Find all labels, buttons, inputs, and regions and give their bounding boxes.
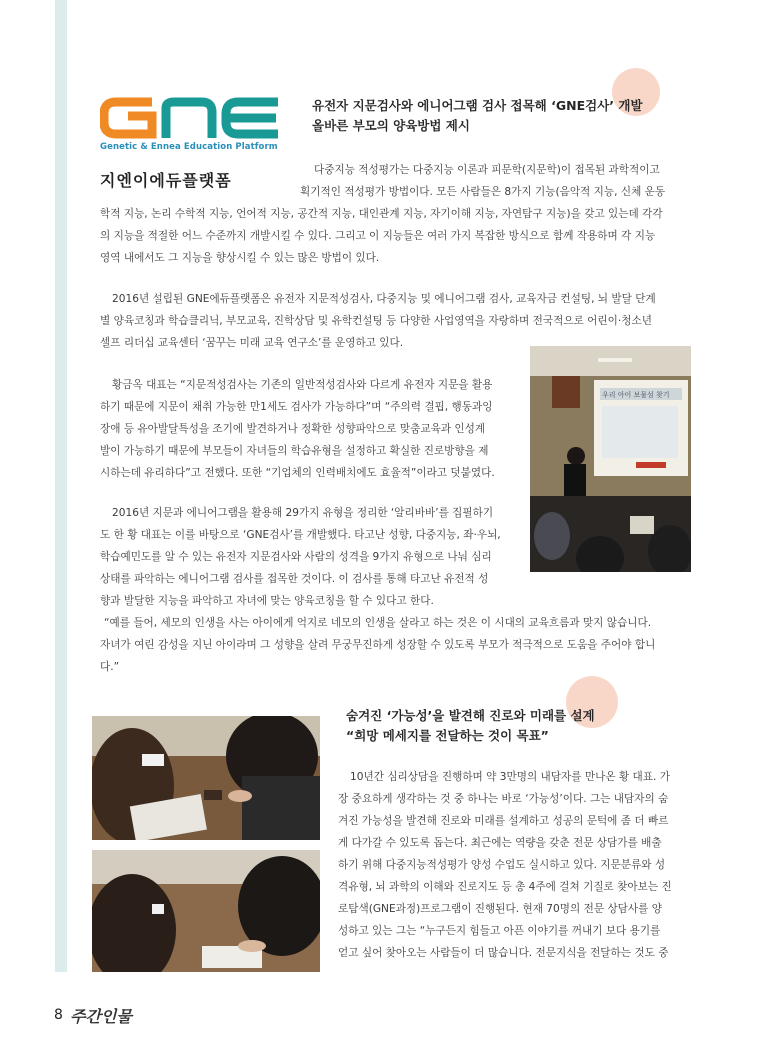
text-line: 10년간 심리상담을 진행하며 약 3만명의 내담자를 만나온 황 대표. 가 (350, 771, 670, 783)
slide-title: 우리 아이 보물섬 찾기 (602, 391, 670, 399)
text-line: 2016년 설립된 GNE에듀플랫폼은 유전자 지문적성검사, 다중지능 및 에니어그램 검사, 교육자금 컨설팅, 뇌 발달 단계 (112, 293, 656, 305)
text-line: 2016년 지문과 에니어그램을 활용해 29가지 유형을 정리한 ‘알리바바’를 집필하기 (112, 507, 494, 519)
heading-line: 유전자 지문검사와 에니어그램 검사 접목해 ‘GNE검사’ 개발 (312, 98, 643, 113)
text-line: 별 양육코칭과 학습클리닉, 부모교육, 진학상담 및 유학컨설팅 등 다양한 사업영역을 자랑하며 전국적으로 어린이·청소년 (100, 315, 652, 327)
article1-quote (100, 612, 700, 678)
text-line: 시하는데 유리하다”고 전했다. 또한 “기업체의 인력배치에도 효율적”이라고 덧붙였다. (100, 467, 495, 479)
side-accent-strip (55, 0, 67, 972)
text-line: 다.” (100, 661, 120, 673)
text-line: 성하고 있는 그는 “누구든지 힘들고 아픈 이야기를 꺼내기 보다 용기를 (338, 925, 661, 937)
text-line: 다중지능 적성평가는 다중지능 이론과 피문학(지문학)이 접목된 과학적이고 (314, 164, 660, 176)
text-line: 획기적인 적성평가 방법이다. 모든 사람들은 8가지 기능(음악적 지능, 신체 운동 (300, 186, 666, 198)
text-line: 향과 발달한 지능을 파악하고 자녀에 맞는 양육코칭을 할 수 있다고 한다. (100, 595, 434, 607)
workshop-photo-bottom (92, 850, 320, 972)
text-line: 하기 때문에 지문이 채취 가능한 만1세도 검사가 가능하다”며 “주의력 결핍, 행동과잉 (100, 401, 493, 413)
logo-tagline: Genetic & Ennea Education Platform (100, 142, 278, 152)
text-line: 도 한 황 대표는 이를 바탕으로 ‘GNE검사’를 개발했다. 타고난 성향, 다중지능, 좌·우뇌, (100, 529, 501, 541)
article2-body (338, 766, 698, 964)
text-line: “예를 들어, 세모의 인생을 사는 아이에게 억지로 네모의 인생을 살라고 하는 것은 이 시대의 교육흐름과 맞지 않습니다. (104, 617, 652, 629)
text-line: 게 다가갈 수 있도록 돕는다. 최근에는 역량을 갖춘 전문 상담가를 배출 (338, 837, 662, 849)
gne-logo-mark (100, 96, 282, 140)
magazine-title: 주간인물 (70, 1007, 132, 1026)
text-line: 상태를 파악하는 에니어그램 검사를 접목한 것이다. 이 검사를 통해 타고난 유전적 성 (100, 573, 489, 585)
text-line: 장애 등 유아발달특성을 조기에 발견하거나 정확한 성향파악으로 맞춤교육과 인성계 (100, 423, 486, 435)
text-line: 학습예민도를 알 수 있는 유전자 지문검사와 사람의 성격을 9가지 유형으로 나눠 심리 (100, 551, 492, 563)
article2-heading (346, 706, 595, 746)
text-line: 영역 내에서도 그 지능을 향상시킬 수 있는 많은 방법이 있다. (100, 252, 380, 264)
text-line: 셀프 리더십 교육센터 ‘꿈꾸는 미래 교육 연구소’를 운영하고 있다. (100, 337, 404, 349)
text-line: 하기 위해 다중지능적성평가 양성 수업도 실시하고 있다. 지문분류와 성 (338, 859, 666, 871)
article1-paragraph (100, 502, 520, 612)
text-line: 격유형, 뇌 과학의 이해와 진로지도 등 총 4주에 걸쳐 기질로 찾아보는 진 (338, 881, 672, 893)
text-line: 얻고 싶어 찾아오는 사람들이 더 많습니다. 전문지식을 전달하는 것도 중 (338, 947, 669, 959)
article1-heading (312, 96, 643, 136)
seminar-photo (530, 346, 691, 572)
heading-line: “희망 메세지를 전달하는 것이 목표” (346, 728, 549, 743)
article1-paragraph (100, 374, 520, 484)
text-line: 겨진 가능성을 발견해 진로와 미래를 설계하고 성공의 문턱에 좀 더 빠르 (338, 815, 669, 827)
text-line: 발이 가능하기 때문에 부모들이 자녀들의 학습유형을 설정하고 확실한 진로방향을 제 (100, 445, 489, 457)
logo-korean-name: 지엔이에듀플랫폼 (100, 171, 232, 190)
text-line: 장 중요하게 생각하는 것 중 하나는 바로 ‘가능성’이다. 그는 내담자의 숨 (338, 793, 669, 805)
heading-line: 숨겨진 ‘가능성’을 발견해 진로와 미래를 설계 (346, 708, 595, 723)
page-number: 8 (54, 1007, 63, 1023)
text-line: 자녀가 여린 감성을 지닌 아이라며 그 성향을 살려 무궁무진하게 성장할 수 있도록 부모가 적극적으로 도움을 주어야 합니 (100, 639, 656, 651)
text-line: 로탐색(GNE과정)프로그램이 진행된다. 현재 70명의 전문 상담사를 양 (338, 903, 662, 915)
article1-paragraph (100, 288, 700, 354)
text-line: 황금옥 대표는 “지문적성검사는 기존의 일반적성검사와 다르게 유전자 지문을 활용 (112, 379, 493, 391)
text-line: 의 지능을 적절한 어느 수준까지 개발시킬 수 있다. 그리고 이 지능들은 여러 가지 복잡한 방식으로 함께 작용하며 각 지능 (100, 230, 656, 242)
article1-intro (100, 159, 700, 269)
workshop-photo-top (92, 716, 320, 840)
heading-line: 올바른 부모의 양육방법 제시 (312, 118, 470, 133)
text-line: 학적 지능, 논리 수학적 지능, 언어적 지능, 공간적 지능, 대인관계 지능, 자기이해 지능, 자연탐구 지능)을 갖고 있는데 각각 (100, 208, 663, 220)
